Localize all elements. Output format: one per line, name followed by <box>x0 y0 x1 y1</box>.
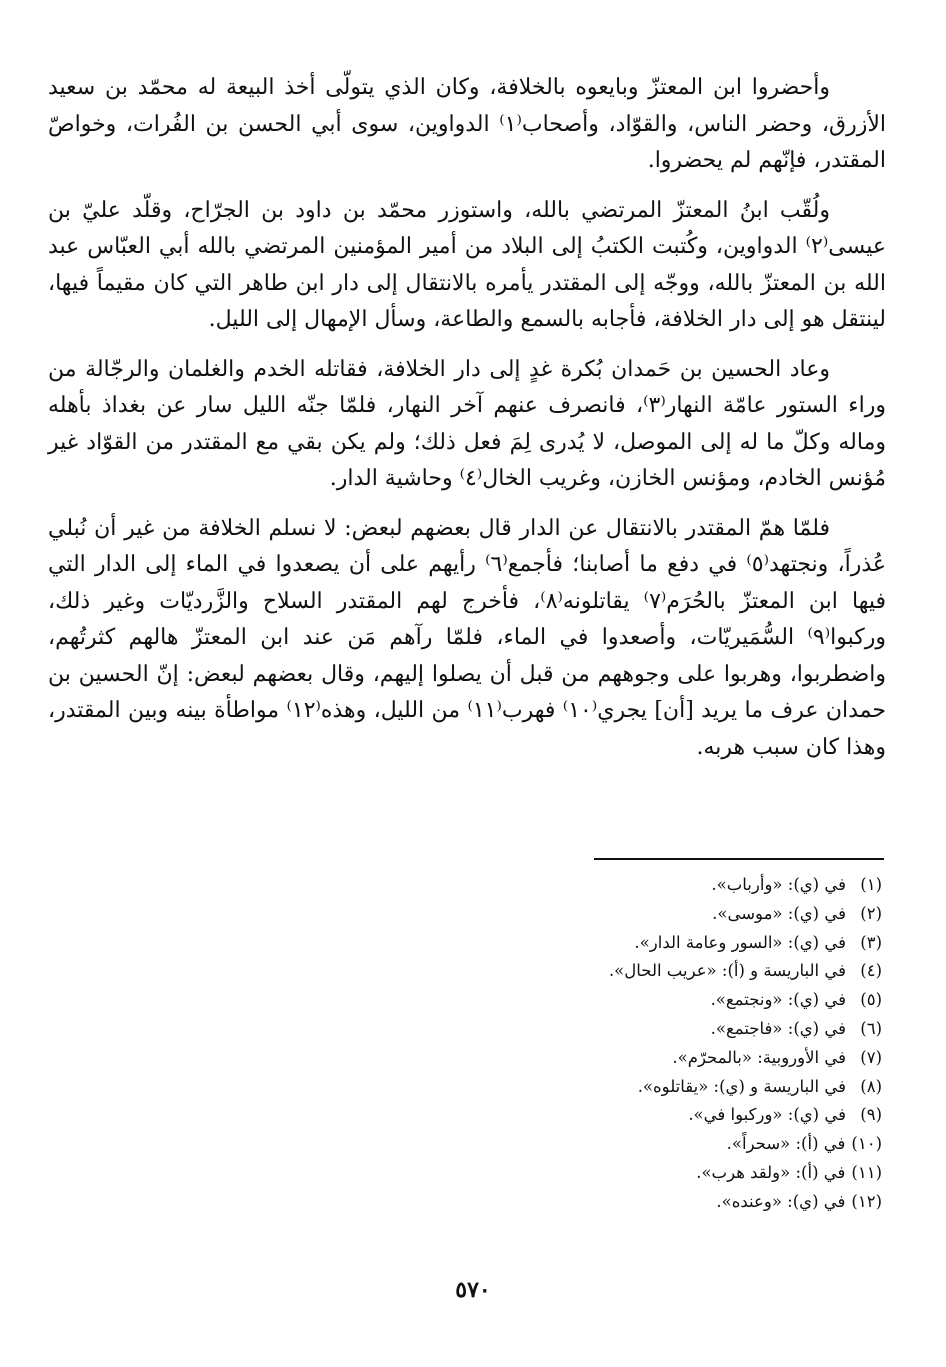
footnote-text: في الباريسة و (أ): «عريب الحال». <box>608 961 846 981</box>
footnote-9 <box>182 1101 882 1130</box>
footnote-divider <box>594 858 884 860</box>
footnote-number: (٤) <box>860 961 882 981</box>
footnote-text: في (أ): «ولقد هرب». <box>696 1162 846 1182</box>
footnote-number: (٣) <box>860 932 882 952</box>
footnote-number: (١٠) <box>851 1134 882 1154</box>
footnote-10 <box>182 1130 882 1159</box>
footnote-text: في (ي): «موسى». <box>712 903 846 923</box>
paragraph-1: وأحضروا ابن المعتزّ وبايعوه بالخلافة، وكان الذي يتولّى أخذ البيعة له محمّد بن سعيد الأزرق، وحضر الناس، والقوّاد، وأصحاب⁽١⁾ الدواوين، سوى أبي الحسن بن الفُرات، وخواصّ المقتدر، فإنّهم لم يحضروا. <box>48 75 887 173</box>
footnote-number: (٩) <box>860 1105 882 1125</box>
footnote-2 <box>182 900 882 929</box>
footnote-text: في (ي): «وركبوا في». <box>688 1105 846 1125</box>
footnote-text: في (أ): «سحراً». <box>726 1134 846 1154</box>
footnote-5 <box>182 986 882 1015</box>
footnote-6 <box>182 1015 882 1044</box>
footnote-8 <box>182 1073 882 1102</box>
footnote-number: (١١) <box>851 1162 882 1182</box>
footnote-number: (٢) <box>860 903 882 923</box>
footnote-number: (١٢) <box>851 1191 882 1211</box>
footnote-4 <box>182 957 882 986</box>
footnote-number: (٧) <box>860 1047 882 1067</box>
footnote-text: في (ي): «فاجتمع». <box>710 1018 846 1038</box>
footnote-number: (٨) <box>860 1076 882 1096</box>
footnote-text: في الأوروبية: «بالمحرّم». <box>672 1047 846 1067</box>
footnote-3 <box>182 929 882 958</box>
footnote-text: في (ي): «ونجتمع». <box>710 990 846 1010</box>
footnote-text: في (ي): «وعنده». <box>716 1191 846 1211</box>
footnote-11 <box>182 1159 882 1188</box>
footnote-text: في الباريسة و (ي): «يقاتلوه». <box>637 1076 846 1096</box>
main-text <box>48 70 886 779</box>
footnote-1 <box>182 871 882 900</box>
paragraph-3: وعاد الحسين بن حَمدان بُكرة غدٍ إلى دار الخلافة، فقاتله الخدم والغلمان والرجّالة من وراء الستور عامّة النهار⁽٣⁾، فانصرف عنهم آخر النهار، فلمّا جنّه الليل سار عن بغداذ بأهله وماله وكلّ ما له إلى الموصل، لا يُدرى لِمَ فعل ذلك؛ ولم يكن بقي مع المقتدر من القوّاد غير مُؤنس الخادم، ومؤنس الخازن، وغريب الخال⁽٤⁾ وحاشية الدار. <box>48 356 886 491</box>
footnote-text: في (ي): «السور وعامة الدار». <box>634 932 846 952</box>
footnote-number: (٦) <box>860 1018 882 1038</box>
footnote-number: (١) <box>860 875 882 894</box>
footnote-7 <box>182 1044 882 1073</box>
footnote-number: (٥) <box>860 990 882 1010</box>
paragraph-2: ولُقّب ابنُ المعتزّ المرتضي بالله، واستوزر محمّد بن داود بن الجرّاح، وقلّد عليّ بن عيسى⁽٢⁾ الدواوين، وكُتبت الكتبُ إلى البلاد من أمير المؤمنين المرتضي بالله أبي العبّاس عبد الله بن المعتزّ بالله، ووجّه إلى المقتدر يأمره بالانتقال إلى دار ابن طاهر التي كان مقيماً فيها، لينتقل هو إلى دار الخلافة، فأجابه بالسمع والطاعة، وسأل الإمهال إلى الليل. <box>48 197 886 332</box>
footnote-12 <box>182 1188 882 1217</box>
footnote-text: في (ي): «وأرباب». <box>711 875 846 894</box>
page-number: ٥٧٠ <box>455 1277 491 1303</box>
paragraph-4: فلمّا همّ المقتدر بالانتقال عن الدار قال بعضهم لبعض: لا نسلم الخلافة من غير أن نُبلي عُذراً، ونجتهد⁽٥⁾ في دفع ما أصابنا؛ فأجمع⁽٦⁾ رأيهم على أن يصعدوا في الماء إلى الدار التي فيها ابن المعتزّ بالحُرَم⁽٧⁾ يقاتلونه⁽٨⁾، فأخرج لهم المقتدر السلاح والزَّرديّات وغير ذلك، وركبوا⁽٩⁾ السُّمَيريّات، وأصعدوا في الماء، فلمّا رآهم مَن عند ابن المعتزّ هالهم كثرتُهم، واضطربوا، وهربوا على وجوههم من قبل أن يصلوا إليهم، وقال بعضهم لبعض: إنّ الحسين بن حمدان عرف ما يريد [أن] يجري⁽١٠⁾ فهرب⁽١١⁾ من الليل، وهذه⁽١٢⁾ مواطأة بينه وبين المقتدر، وهذا كان سبب هربه. <box>48 515 887 760</box>
footnotes <box>182 871 882 1217</box>
